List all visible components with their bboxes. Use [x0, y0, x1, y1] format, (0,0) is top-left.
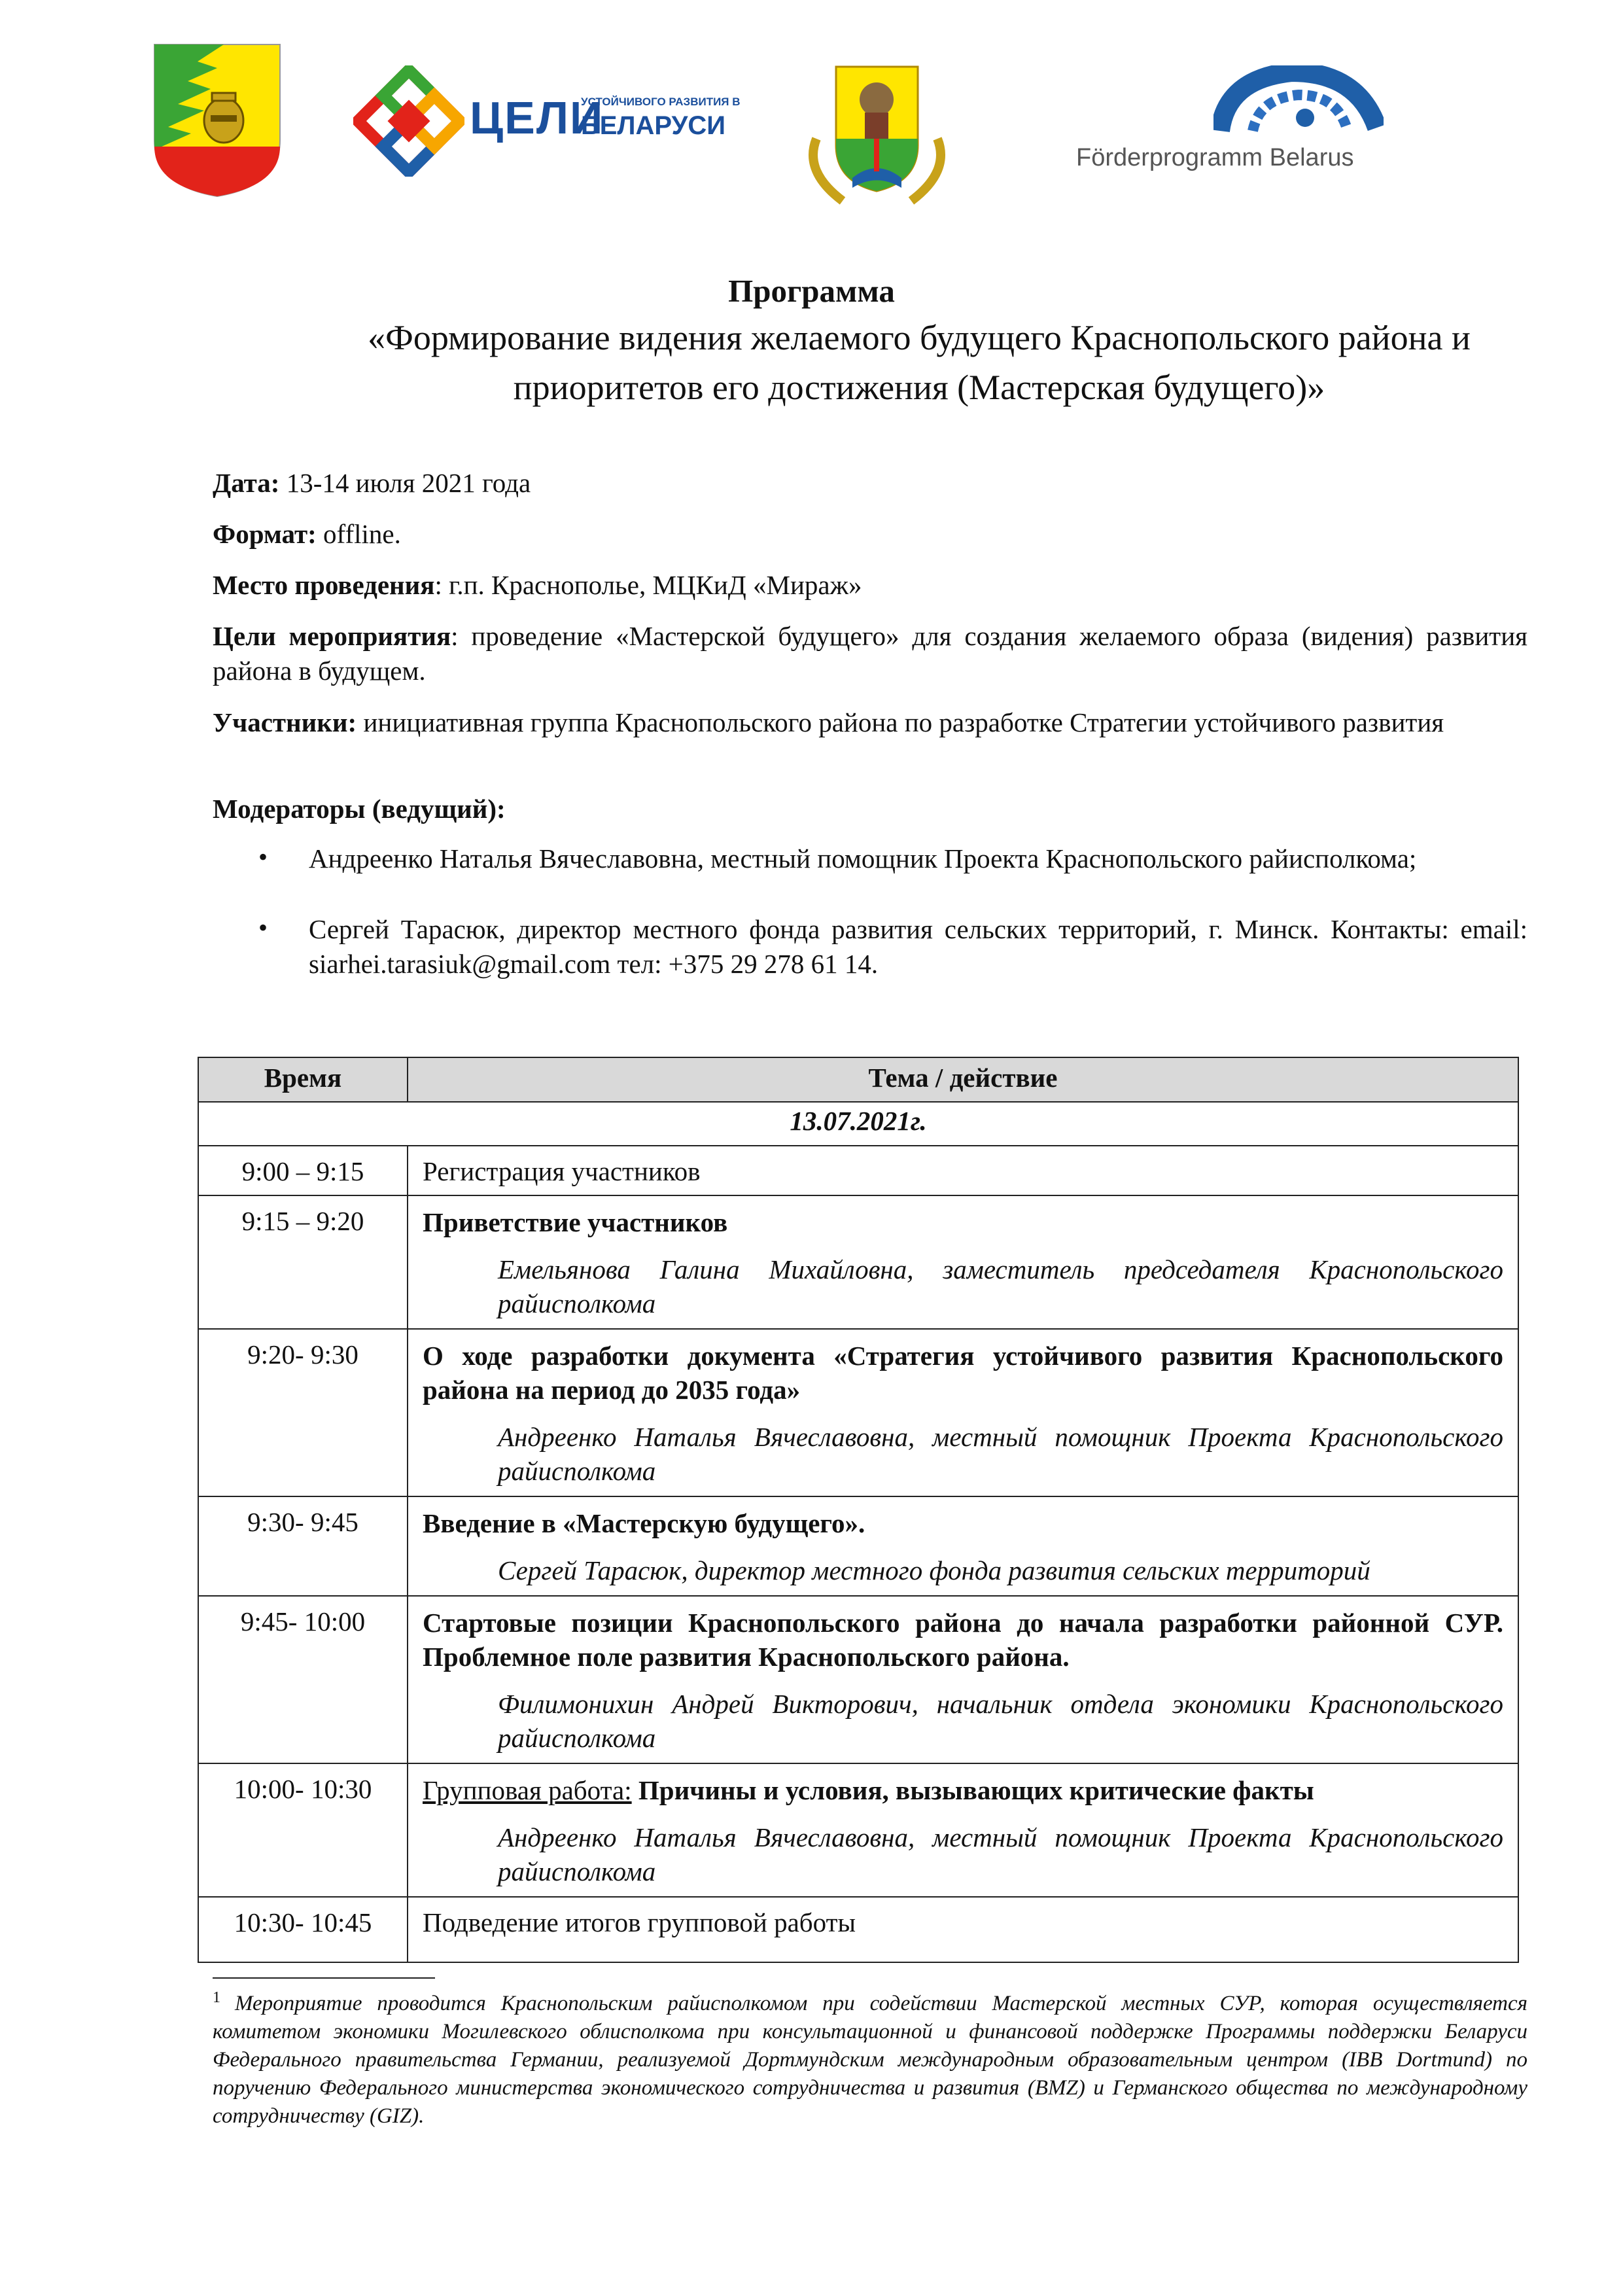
date-row — [198, 1102, 1518, 1146]
info-place — [213, 568, 1527, 603]
mogilev-region-coat-of-arms-logo — [797, 60, 957, 211]
footnote — [213, 1984, 1527, 2130]
row-speaker: Сергей Тарасюк, директор местного фонда развития сельских территорий — [498, 1555, 1370, 1585]
row-time: 10:00- 10:30 — [198, 1763, 408, 1897]
bullet-icon: • — [258, 842, 268, 872]
subtitle-line-2: приоритетов его достижения (Мастерская будущего)» — [513, 368, 1325, 407]
row-time: 9:00 – 9:15 — [198, 1146, 408, 1195]
format-label: Формат: — [213, 519, 317, 549]
sdg-belarus-logo — [353, 65, 741, 177]
foerderprogramm-text: Förderprogramm Belarus — [1076, 144, 1354, 171]
row-time: 9:45- 10:00 — [198, 1596, 408, 1763]
sdg-ornament-icon — [353, 65, 464, 177]
moderator-item: Андреенко Наталья Вячеславовна, местный помощник Проекта Краснопольского райисполкома; — [309, 843, 1417, 874]
place-label: Место проведения — [213, 570, 435, 600]
table-row — [198, 1496, 1518, 1596]
participants-value: инициативная группа Краснопольского района по разработке Стратегии устойчивого развития — [357, 707, 1444, 737]
date-label: Дата: — [213, 468, 280, 498]
moderators-heading — [213, 792, 1527, 826]
sdg-main-right: БЕЛАРУСИ — [581, 111, 726, 140]
date-value: 13-14 июля 2021 года — [279, 468, 531, 498]
table-row — [198, 1763, 1518, 1897]
goals-label: Цели мероприятия — [213, 621, 451, 651]
row-topic: О ходе разработки документа «Стратегия устойчивого развития Краснопольского района на период до 2035 года» — [423, 1341, 1503, 1405]
row-speaker: Андреенко Наталья Вячеславовна, местный помощник Проекта Краснопольского райисполкома — [498, 1822, 1503, 1886]
info-format — [213, 517, 1527, 552]
table-header-row — [198, 1057, 1518, 1102]
document-subtitle — [216, 313, 1622, 412]
header-topic: Тема / действие — [408, 1057, 1518, 1102]
moderator-item: Сергей Тарасюк, директор местного фонда развития сельских территорий, г. Минск. Контакты: email: siarhei.tarasiuk@gmail.com тел: +375 29 278 61 14. — [309, 914, 1527, 979]
row-topic: Стартовые позиции Краснопольского района до начала разработки районной СУР. Проблемное поле развития Краснопольского района. — [423, 1608, 1503, 1672]
footnote-mark: 1 — [213, 1989, 220, 2006]
row-topic — [423, 1773, 1503, 1807]
moderators-label: Модераторы (ведущий): — [213, 794, 506, 824]
bullet-icon: • — [258, 913, 268, 942]
subtitle-line-1: «Формирование видения желаемого будущего Краснопольского района и — [368, 318, 1471, 357]
row-time: 9:30- 9:45 — [198, 1496, 408, 1596]
participants-label: Участники: — [213, 707, 357, 737]
sdg-small-text: УСТОЙЧИВОГО РАЗВИТИЯ В — [581, 96, 741, 108]
sdg-main-left: ЦЕЛИ — [470, 92, 604, 143]
info-participants — [213, 705, 1527, 740]
table-row — [198, 1146, 1518, 1195]
foerderprogramm-belarus-logo — [1056, 65, 1436, 183]
row-topic: Введение в «Мастерскую будущего». — [423, 1508, 865, 1538]
row-topic: Приветствие участников — [423, 1207, 728, 1237]
row-topic-prefix: Групповая работа: — [423, 1775, 632, 1805]
row-topic-main: Причины и условия, вызывающих критические факты — [631, 1775, 1314, 1805]
header-time: Время — [198, 1057, 408, 1102]
footnote-text: Мероприятие проводится Краснопольским райисполкомом при содействии Мастерской местных СУР, которая осуществляется комитетом экономики Могилевского облисполкома при консультационной и финансовой поддержке Программы поддержки Беларуси Федерального правительства Германии, реализуемой Дортмундским международным образовательным центром (IBB Dortmund) по поручению Федерального министерства экономического сотрудничества и развития (BMZ) и Германского общества по международному сотрудничеству (GIZ). — [213, 1992, 1527, 2128]
row-time: 9:15 – 9:20 — [198, 1195, 408, 1329]
place-value: : г.п. Краснополье, МЦКиД «Мираж» — [434, 570, 862, 600]
row-topic: Регистрация участников — [408, 1146, 1518, 1195]
info-date — [213, 466, 1527, 501]
format-value: offline. — [316, 519, 401, 549]
goals-value: : проведение «Мастерской будущего» для создания желаемого образа (видения) развития района в будущем. — [213, 621, 1527, 686]
info-goals — [213, 619, 1527, 688]
row-time: 10:30- 10:45 — [198, 1897, 408, 1962]
schedule-date: 13.07.2021г. — [198, 1102, 1518, 1146]
table-row — [198, 1329, 1518, 1496]
table-row — [198, 1897, 1518, 1962]
row-speaker: Андреенко Наталья Вячеславовна, местный помощник Проекта Краснопольского райисполкома — [498, 1422, 1503, 1486]
document-title: Программа — [728, 273, 895, 309]
footnote-rule — [213, 1977, 435, 1979]
row-speaker: Емельянова Галина Михайловна, заместитель председателя Краснопольского райисполкома — [498, 1254, 1503, 1318]
row-time: 9:20- 9:30 — [198, 1329, 408, 1496]
schedule-table — [198, 1057, 1519, 1963]
krasnopolye-coat-of-arms-logo — [152, 42, 283, 199]
row-topic: Подведение итогов групповой работы — [408, 1897, 1518, 1962]
foerderprogramm-swirl-icon — [1213, 65, 1384, 137]
table-row — [198, 1596, 1518, 1763]
row-speaker: Филимонихин Андрей Викторович, начальник отдела экономики Краснопольского райисполкома — [498, 1689, 1503, 1753]
table-row — [198, 1195, 1518, 1329]
